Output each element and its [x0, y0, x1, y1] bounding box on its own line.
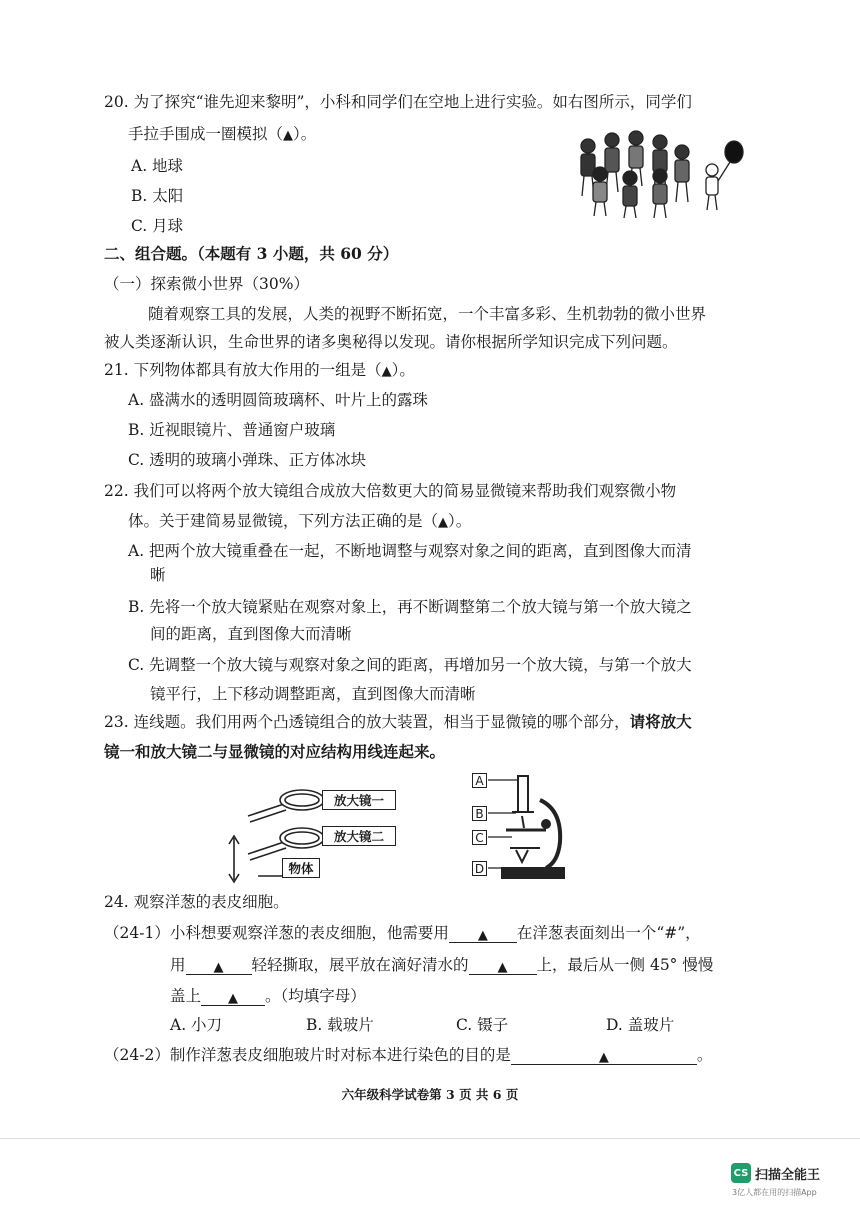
answer-marker: ▲ — [598, 1050, 609, 1065]
microscope-label-c: C — [472, 830, 487, 845]
q24-1-line3-end: 。（均填字母） — [265, 987, 366, 1005]
intro-line1: 随着观察工具的发展，人类的视野不断拓宽，一个丰富多彩、生机勃勃的微小世界 — [148, 305, 707, 323]
answer-blank-5[interactable] — [511, 1046, 697, 1065]
q21-stem-end: ）。 — [391, 361, 415, 379]
q24-option-b: B. 载玻片 — [306, 1016, 374, 1034]
q24-1-text-end: 在洋葱表面刻出一个“#”， — [516, 924, 701, 942]
q23-instruction: 请将放大 — [629, 712, 692, 731]
q24-title: 24. 观察洋葱的表皮细胞。 — [104, 893, 289, 911]
answer-marker: ▲ — [438, 515, 449, 530]
q23-stem-text: 23. 连线题。我们用两个凸透镜组合的放大装置，相当于显微镜的哪个部分， — [104, 713, 630, 731]
q24-1-line2 — [170, 955, 713, 975]
q21-option-c: C. 透明的玻璃小弹珠、正方体冰块 — [128, 451, 367, 469]
camscanner-logo-icon: CS — [731, 1163, 751, 1183]
label-magnifier-two: 放大镜二 — [322, 826, 396, 846]
answer-blank-3[interactable] — [469, 956, 537, 975]
q24-option-d: D. 盖玻片 — [606, 1016, 675, 1034]
q24-2-text: （24-2）制作洋葱表皮细胞玻片时对标本进行染色的目的是 — [104, 1046, 511, 1064]
q20-stem-end: ）。 — [293, 125, 317, 143]
answer-marker: ▲ — [477, 928, 488, 943]
watermark-subtitle: 3亿人都在用的扫描App — [732, 1188, 817, 1197]
q24-1-line3-text: 盖上 — [170, 987, 202, 1005]
answer-marker: ▲ — [497, 960, 508, 975]
q24-2-line — [104, 1045, 712, 1065]
microscope-label-d: D — [472, 861, 487, 876]
q22-option-b-line2: 间的距离，直到图像大而清晰 — [150, 625, 352, 643]
q22-option-b-line1: B. 先将一个放大镜紧贴在观察对象上，再不断调整第二个放大镜与第一个放大镜之 — [128, 598, 692, 616]
intro-line2: 被人类逐渐认识，生命世界的诸多奥秘得以发现。请你根据所学知识完成下列问题。 — [104, 333, 678, 351]
children-circle-illustration — [570, 126, 750, 218]
answer-blank-4[interactable] — [201, 987, 265, 1006]
q23-line2: 镜一和放大镜二与显微镜的对应结构用线连起来。 — [104, 742, 446, 761]
q22-line1: 22. 我们可以将两个放大镜组合成放大倍数更大的简易显微镜来帮助我们观察微小物 — [104, 482, 677, 500]
q24-1-line2-text: 用 — [170, 956, 186, 974]
page-footer: 六年级科学试卷第 3 页 共 6 页 — [341, 1087, 519, 1102]
q22-stem-end: ）。 — [448, 512, 472, 530]
q22-option-a-line2: 晰 — [150, 566, 166, 584]
q21-stem — [104, 360, 415, 382]
q20-option-c: C. 月球 — [131, 217, 184, 235]
label-magnifier-one: 放大镜一 — [322, 790, 396, 810]
q22-stem-text: 体。关于建简易显微镜，下列方法正确的是（ — [128, 512, 439, 530]
q24-1-line2-end: 上，最后从一侧 45° 慢慢 — [536, 956, 714, 974]
page-separator — [0, 1138, 860, 1139]
q24-1-text: （24-1）小科想要观察洋葱的表皮细胞，他需要用 — [104, 924, 449, 942]
q24-2-end: 。 — [696, 1046, 713, 1064]
answer-marker: ▲ — [381, 364, 392, 379]
label-object: 物体 — [282, 858, 320, 878]
q24-option-a: A. 小刀 — [170, 1016, 223, 1034]
q21-stem-text: 21. 下列物体都具有放大作用的一组是（ — [104, 361, 382, 379]
q21-option-b: B. 近视眼镜片、普通窗户玻璃 — [128, 421, 336, 439]
q20-line1: 20. 为了探究“谁先迎来黎明”，小科和同学们在空地上进行实验。如右图所示，同学们 — [104, 93, 692, 111]
q21-option-a: A. 盛满水的透明圆筒玻璃杯、叶片上的露珠 — [128, 391, 429, 409]
answer-marker: ▲ — [283, 128, 294, 143]
q22-line2 — [128, 511, 471, 533]
q24-1-line1 — [104, 923, 701, 943]
q20-option-b: B. 太阳 — [131, 187, 184, 205]
q20-stem: 手拉手围成一圈模拟（ — [128, 125, 284, 143]
q24-1-line3 — [170, 986, 366, 1006]
q23-line1 — [104, 712, 692, 732]
subsection-heading: （一）探索微小世界（30%） — [104, 275, 309, 293]
answer-blank-1[interactable] — [449, 924, 517, 943]
microscope-label-a: A — [472, 773, 487, 788]
microscope-pointer-lines — [486, 770, 526, 880]
q22-option-c-line2: 镜平行，上下移动调整距离，直到图像大而清晰 — [150, 685, 476, 703]
q20-option-a: A. 地球 — [131, 157, 184, 175]
microscope-label-b: B — [472, 806, 487, 821]
q24-1-line2-mid: 轻轻撕取，展平放在滴好清水的 — [251, 956, 469, 974]
q22-option-c-line1: C. 先调整一个放大镜与观察对象之间的距离，再增加另一个放大镜，与第一个放大 — [128, 656, 692, 674]
answer-marker: ▲ — [213, 960, 224, 975]
answer-marker: ▲ — [228, 991, 239, 1006]
section-heading: 二、组合题。（本题有 3 小题，共 60 分） — [104, 244, 399, 263]
q20-line2 — [128, 124, 316, 146]
q24-option-c: C. 镊子 — [456, 1016, 509, 1034]
answer-blank-2[interactable] — [186, 956, 252, 975]
watermark-name: 扫描全能王 — [755, 1168, 821, 1183]
q22-option-a-line1: A. 把两个放大镜重叠在一起，不断地调整与观察对象之间的距离，直到图像大而清 — [128, 542, 692, 560]
